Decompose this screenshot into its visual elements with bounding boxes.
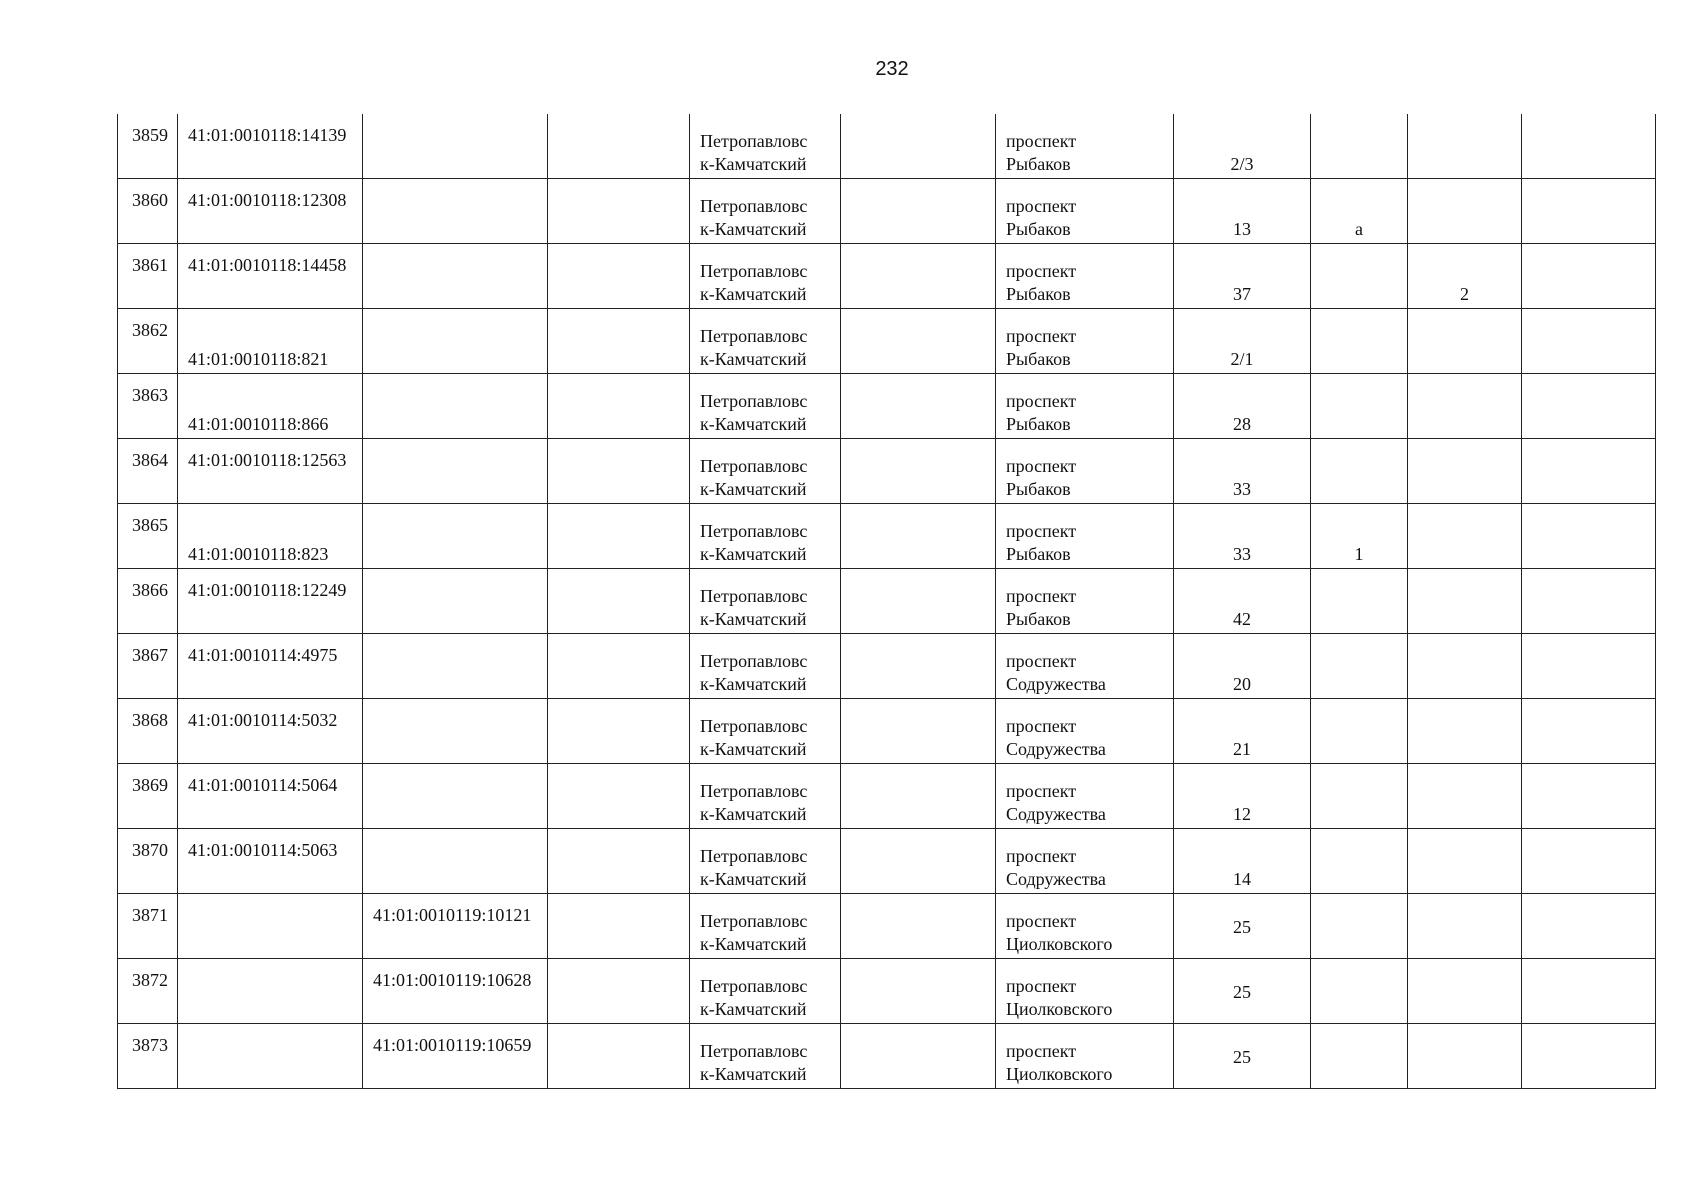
- cadastral-number-alt-cell: [363, 829, 548, 894]
- table-row: [118, 244, 1656, 309]
- extra-cell: [1522, 894, 1656, 959]
- street-name: Рыбаков: [1006, 349, 1071, 369]
- city-line-1: Петропавловс: [700, 586, 808, 606]
- extra-cell: [1522, 959, 1656, 1024]
- table-row: [118, 439, 1656, 504]
- letter-cell: [1311, 699, 1408, 764]
- house-number: 28: [1233, 414, 1251, 434]
- city-line-1: Петропавловс: [700, 131, 808, 151]
- street-type: проспект: [1006, 1041, 1077, 1061]
- city-line-1: Петропавловс: [700, 261, 808, 281]
- house-number: 2/1: [1230, 349, 1254, 369]
- street-type: проспект: [1006, 586, 1077, 606]
- row-number: 3869: [132, 775, 168, 795]
- cadastral-number: 41:01:0010118:12308: [188, 190, 347, 210]
- table-row: [118, 829, 1656, 894]
- empty-cell: [841, 829, 996, 894]
- street-name: Рыбаков: [1006, 544, 1071, 564]
- cadastral-number: 41:01:0010118:866: [188, 414, 329, 434]
- extra-cell: [1522, 699, 1656, 764]
- street-name: Рыбаков: [1006, 284, 1071, 304]
- house-number: 37: [1233, 284, 1251, 304]
- table-row: [118, 309, 1656, 374]
- building-cell: [1408, 439, 1522, 504]
- extra-cell: [1522, 634, 1656, 699]
- row-number-cell: [118, 634, 178, 699]
- house-number: 25: [1233, 917, 1251, 937]
- row-number-cell: [118, 179, 178, 244]
- city-line-2: к-Камчатский: [700, 999, 807, 1019]
- city-line-1: Петропавловс: [700, 911, 808, 931]
- empty-cell: [548, 244, 690, 309]
- city-line-2: к-Камчатский: [700, 479, 807, 499]
- house-cell: [1174, 699, 1311, 764]
- house-number: 2/3: [1230, 154, 1254, 174]
- city-cell: [690, 114, 841, 179]
- street-cell: [996, 439, 1174, 504]
- building-cell: [1408, 179, 1522, 244]
- cadastral-number-cell: [178, 179, 363, 244]
- row-number: 3872: [132, 970, 168, 990]
- street-name: Содружества: [1006, 804, 1106, 824]
- empty-cell: [841, 309, 996, 374]
- cadastral-number-alt-cell: [363, 179, 548, 244]
- extra-cell: [1522, 1024, 1656, 1089]
- cadastral-number-alt-cell: [363, 439, 548, 504]
- house-number: 25: [1233, 982, 1251, 1002]
- empty-cell: [841, 179, 996, 244]
- street-cell: [996, 244, 1174, 309]
- cadastral-number-cell: [178, 504, 363, 569]
- city-cell: [690, 829, 841, 894]
- cadastral-number-cell: [178, 634, 363, 699]
- street-type: проспект: [1006, 456, 1077, 476]
- cadastral-number: 41:01:0010118:823: [188, 544, 329, 564]
- building-cell: [1408, 959, 1522, 1024]
- cadastral-number: 41:01:0010114:5032: [188, 710, 338, 730]
- building-number: 2: [1460, 284, 1469, 304]
- cadastral-number-alt-cell: [363, 244, 548, 309]
- city-line-2: к-Камчатский: [700, 284, 807, 304]
- cadastral-number: 41:01:0010114:5064: [188, 775, 338, 795]
- street-type: проспект: [1006, 651, 1077, 671]
- street-cell: [996, 504, 1174, 569]
- city-line-2: к-Камчатский: [700, 219, 807, 239]
- street-cell: [996, 699, 1174, 764]
- building-cell: [1408, 894, 1522, 959]
- empty-cell: [841, 634, 996, 699]
- row-number-cell: [118, 699, 178, 764]
- row-number-cell: [118, 374, 178, 439]
- building-cell: [1408, 699, 1522, 764]
- row-number: 3859: [132, 125, 168, 145]
- extra-cell: [1522, 309, 1656, 374]
- house-number: 20: [1233, 674, 1251, 694]
- cadastral-number-cell: [178, 699, 363, 764]
- street-type: проспект: [1006, 846, 1077, 866]
- city-cell: [690, 439, 841, 504]
- cadastral-number-alt-cell: [363, 634, 548, 699]
- city-line-2: к-Камчатский: [700, 674, 807, 694]
- cadastral-number: 41:01:0010118:14139: [188, 125, 347, 145]
- city-line-1: Петропавловс: [700, 651, 808, 671]
- row-number-cell: [118, 959, 178, 1024]
- cadastral-number-cell: [178, 114, 363, 179]
- house-cell: [1174, 569, 1311, 634]
- empty-cell: [841, 764, 996, 829]
- house-number: 33: [1233, 479, 1251, 499]
- city-cell: [690, 634, 841, 699]
- house-cell: [1174, 374, 1311, 439]
- street-name: Содружества: [1006, 739, 1106, 759]
- cadastral-number: 41:01:0010118:821: [188, 349, 329, 369]
- street-name: Содружества: [1006, 674, 1106, 694]
- table-row: [118, 959, 1656, 1024]
- empty-cell: [548, 894, 690, 959]
- letter-cell: [1311, 374, 1408, 439]
- empty-cell: [841, 699, 996, 764]
- letter-cell: [1311, 959, 1408, 1024]
- building-cell: [1408, 569, 1522, 634]
- street-name: Рыбаков: [1006, 219, 1071, 239]
- street-type: проспект: [1006, 131, 1077, 151]
- street-cell: [996, 1024, 1174, 1089]
- empty-cell: [841, 374, 996, 439]
- empty-cell: [841, 439, 996, 504]
- street-name: Циолковского: [1006, 934, 1113, 954]
- city-cell: [690, 959, 841, 1024]
- table-row: [118, 1024, 1656, 1089]
- empty-cell: [548, 504, 690, 569]
- house-cell: [1174, 114, 1311, 179]
- row-number: 3865: [132, 515, 168, 535]
- letter-cell: [1311, 179, 1408, 244]
- row-number: 3862: [132, 320, 168, 340]
- extra-cell: [1522, 569, 1656, 634]
- cadastral-number-alt-cell: [363, 1024, 548, 1089]
- city-line-2: к-Камчатский: [700, 804, 807, 824]
- city-line-2: к-Камчатский: [700, 739, 807, 759]
- empty-cell: [548, 569, 690, 634]
- table-body: [118, 114, 1656, 1089]
- row-number-cell: [118, 439, 178, 504]
- letter-cell: [1311, 634, 1408, 699]
- street-cell: [996, 374, 1174, 439]
- letter-cell: [1311, 504, 1408, 569]
- house-number: 33: [1233, 544, 1251, 564]
- row-number-cell: [118, 894, 178, 959]
- city-line-2: к-Камчатский: [700, 609, 807, 629]
- building-cell: [1408, 634, 1522, 699]
- address-table: [117, 114, 1656, 1089]
- row-number: 3863: [132, 385, 168, 405]
- street-type: проспект: [1006, 781, 1077, 801]
- table-row: [118, 374, 1656, 439]
- table-row: [118, 634, 1656, 699]
- row-number: 3870: [132, 840, 168, 860]
- letter-cell: [1311, 114, 1408, 179]
- city-cell: [690, 374, 841, 439]
- empty-cell: [548, 959, 690, 1024]
- table-row: [118, 894, 1656, 959]
- street-type: проспект: [1006, 976, 1077, 996]
- street-type: проспект: [1006, 716, 1077, 736]
- cadastral-number-alt: 41:01:0010119:10659: [373, 1035, 532, 1055]
- empty-cell: [548, 829, 690, 894]
- city-cell: [690, 1024, 841, 1089]
- row-number-cell: [118, 569, 178, 634]
- house-number: 12: [1233, 804, 1251, 824]
- extra-cell: [1522, 439, 1656, 504]
- city-line-1: Петропавловс: [700, 976, 808, 996]
- house-cell: [1174, 504, 1311, 569]
- cadastral-number-cell: [178, 764, 363, 829]
- cadastral-number: 41:01:0010114:4975: [188, 645, 338, 665]
- letter-cell: [1311, 439, 1408, 504]
- city-line-2: к-Камчатский: [700, 154, 807, 174]
- building-cell: [1408, 829, 1522, 894]
- row-number: 3871: [132, 905, 168, 925]
- row-number-cell: [118, 504, 178, 569]
- extra-cell: [1522, 504, 1656, 569]
- row-number: 3866: [132, 580, 168, 600]
- street-type: проспект: [1006, 521, 1077, 541]
- row-number-cell: [118, 244, 178, 309]
- letter-cell: [1311, 569, 1408, 634]
- street-cell: [996, 634, 1174, 699]
- row-number-cell: [118, 309, 178, 374]
- street-name: Рыбаков: [1006, 479, 1071, 499]
- street-name: Рыбаков: [1006, 154, 1071, 174]
- letter-cell: [1311, 309, 1408, 374]
- house-number: 13: [1233, 219, 1251, 239]
- city-line-1: Петропавловс: [700, 456, 808, 476]
- city-cell: [690, 894, 841, 959]
- cadastral-number-alt: 41:01:0010119:10628: [373, 970, 532, 990]
- cadastral-number: 41:01:0010118:12249: [188, 580, 347, 600]
- city-line-1: Петропавловс: [700, 716, 808, 736]
- city-cell: [690, 309, 841, 374]
- cadastral-number-alt-cell: [363, 374, 548, 439]
- extra-cell: [1522, 829, 1656, 894]
- house-cell: [1174, 894, 1311, 959]
- row-number-cell: [118, 1024, 178, 1089]
- letter-cell: [1311, 894, 1408, 959]
- city-line-1: Петропавловс: [700, 846, 808, 866]
- city-line-2: к-Камчатский: [700, 1064, 807, 1084]
- row-number: 3864: [132, 450, 168, 470]
- house-letter: а: [1355, 219, 1363, 239]
- city-line-1: Петропавловс: [700, 326, 808, 346]
- city-cell: [690, 699, 841, 764]
- city-cell: [690, 764, 841, 829]
- street-type: проспект: [1006, 326, 1077, 346]
- street-name: Рыбаков: [1006, 414, 1071, 434]
- cadastral-number: 41:01:0010114:5063: [188, 840, 338, 860]
- building-cell: [1408, 504, 1522, 569]
- building-cell: [1408, 114, 1522, 179]
- street-cell: [996, 764, 1174, 829]
- city-line-2: к-Камчатский: [700, 934, 807, 954]
- cadastral-number: 41:01:0010118:14458: [188, 255, 347, 275]
- street-type: проспект: [1006, 911, 1077, 931]
- cadastral-number-alt-cell: [363, 114, 548, 179]
- street-name: Циолковского: [1006, 999, 1113, 1019]
- house-number: 25: [1233, 1047, 1251, 1067]
- empty-cell: [548, 699, 690, 764]
- empty-cell: [548, 309, 690, 374]
- cadastral-number-alt-cell: [363, 764, 548, 829]
- street-cell: [996, 569, 1174, 634]
- building-cell: [1408, 1024, 1522, 1089]
- street-type: проспект: [1006, 196, 1077, 216]
- street-type: проспект: [1006, 391, 1077, 411]
- city-cell: [690, 504, 841, 569]
- city-cell: [690, 569, 841, 634]
- house-cell: [1174, 634, 1311, 699]
- cadastral-number-alt-cell: [363, 569, 548, 634]
- house-letter: 1: [1354, 544, 1364, 564]
- street-cell: [996, 179, 1174, 244]
- row-number-cell: [118, 764, 178, 829]
- table-row: [118, 504, 1656, 569]
- house-cell: [1174, 309, 1311, 374]
- house-cell: [1174, 439, 1311, 504]
- cadastral-number-cell: [178, 829, 363, 894]
- city-line-2: к-Камчатский: [700, 869, 807, 889]
- cadastral-number-alt-cell: [363, 504, 548, 569]
- city-line-1: Петропавловс: [700, 521, 808, 541]
- extra-cell: [1522, 374, 1656, 439]
- house-cell: [1174, 179, 1311, 244]
- letter-cell: [1311, 1024, 1408, 1089]
- empty-cell: [548, 374, 690, 439]
- street-cell: [996, 959, 1174, 1024]
- house-cell: [1174, 1024, 1311, 1089]
- empty-cell: [548, 114, 690, 179]
- extra-cell: [1522, 244, 1656, 309]
- house-number: 42: [1233, 609, 1251, 629]
- street-cell: [996, 829, 1174, 894]
- cadastral-number-cell: [178, 959, 363, 1024]
- cadastral-number-alt-cell: [363, 699, 548, 764]
- house-cell: [1174, 829, 1311, 894]
- empty-cell: [548, 634, 690, 699]
- cadastral-number: 41:01:0010118:12563: [188, 450, 347, 470]
- empty-cell: [548, 439, 690, 504]
- empty-cell: [841, 959, 996, 1024]
- row-number: 3860: [132, 190, 168, 210]
- extra-cell: [1522, 114, 1656, 179]
- table-row: [118, 569, 1656, 634]
- row-number-cell: [118, 829, 178, 894]
- building-cell: [1408, 374, 1522, 439]
- street-cell: [996, 309, 1174, 374]
- city-line-1: Петропавловс: [700, 1041, 808, 1061]
- building-cell: [1408, 309, 1522, 374]
- row-number-cell: [118, 114, 178, 179]
- cadastral-number-cell: [178, 1024, 363, 1089]
- city-line-1: Петропавловс: [700, 781, 808, 801]
- street-name: Содружества: [1006, 869, 1106, 889]
- empty-cell: [841, 894, 996, 959]
- street-name: Рыбаков: [1006, 609, 1071, 629]
- city-cell: [690, 179, 841, 244]
- empty-cell: [841, 244, 996, 309]
- house-cell: [1174, 959, 1311, 1024]
- city-line-2: к-Камчатский: [700, 414, 807, 434]
- city-line-1: Петропавловс: [700, 391, 808, 411]
- row-number: 3868: [132, 710, 168, 730]
- cadastral-number-cell: [178, 569, 363, 634]
- street-cell: [996, 114, 1174, 179]
- letter-cell: [1311, 764, 1408, 829]
- cadastral-number-cell: [178, 894, 363, 959]
- street-cell: [996, 894, 1174, 959]
- row-number: 3861: [132, 255, 168, 275]
- empty-cell: [841, 504, 996, 569]
- cadastral-number-alt-cell: [363, 894, 548, 959]
- cadastral-number-cell: [178, 244, 363, 309]
- extra-cell: [1522, 764, 1656, 829]
- cadastral-number-cell: [178, 374, 363, 439]
- letter-cell: [1311, 244, 1408, 309]
- house-cell: [1174, 764, 1311, 829]
- table-row: [118, 114, 1656, 179]
- extra-cell: [1522, 179, 1656, 244]
- city-line-1: Петропавловс: [700, 196, 808, 216]
- street-type: проспект: [1006, 261, 1077, 281]
- table-row: [118, 764, 1656, 829]
- building-cell: [1408, 244, 1522, 309]
- table-row: [118, 179, 1656, 244]
- cadastral-number-alt-cell: [363, 309, 548, 374]
- cadastral-number-alt-cell: [363, 959, 548, 1024]
- city-line-2: к-Камчатский: [700, 349, 807, 369]
- street-name: Циолковского: [1006, 1064, 1113, 1084]
- table-row: [118, 699, 1656, 764]
- cadastral-number-cell: [178, 439, 363, 504]
- house-cell: [1174, 244, 1311, 309]
- empty-cell: [548, 179, 690, 244]
- cadastral-number-alt: 41:01:0010119:10121: [373, 905, 532, 925]
- empty-cell: [841, 114, 996, 179]
- empty-cell: [548, 764, 690, 829]
- row-number: 3867: [132, 645, 168, 665]
- empty-cell: [548, 1024, 690, 1089]
- empty-cell: [841, 569, 996, 634]
- house-number: 14: [1233, 869, 1251, 889]
- house-number: 21: [1233, 739, 1251, 759]
- city-cell: [690, 244, 841, 309]
- letter-cell: [1311, 829, 1408, 894]
- page-number: 232: [875, 58, 909, 80]
- cadastral-number-cell: [178, 309, 363, 374]
- empty-cell: [841, 1024, 996, 1089]
- city-line-2: к-Камчатский: [700, 544, 807, 564]
- row-number: 3873: [132, 1035, 168, 1055]
- building-cell: [1408, 764, 1522, 829]
